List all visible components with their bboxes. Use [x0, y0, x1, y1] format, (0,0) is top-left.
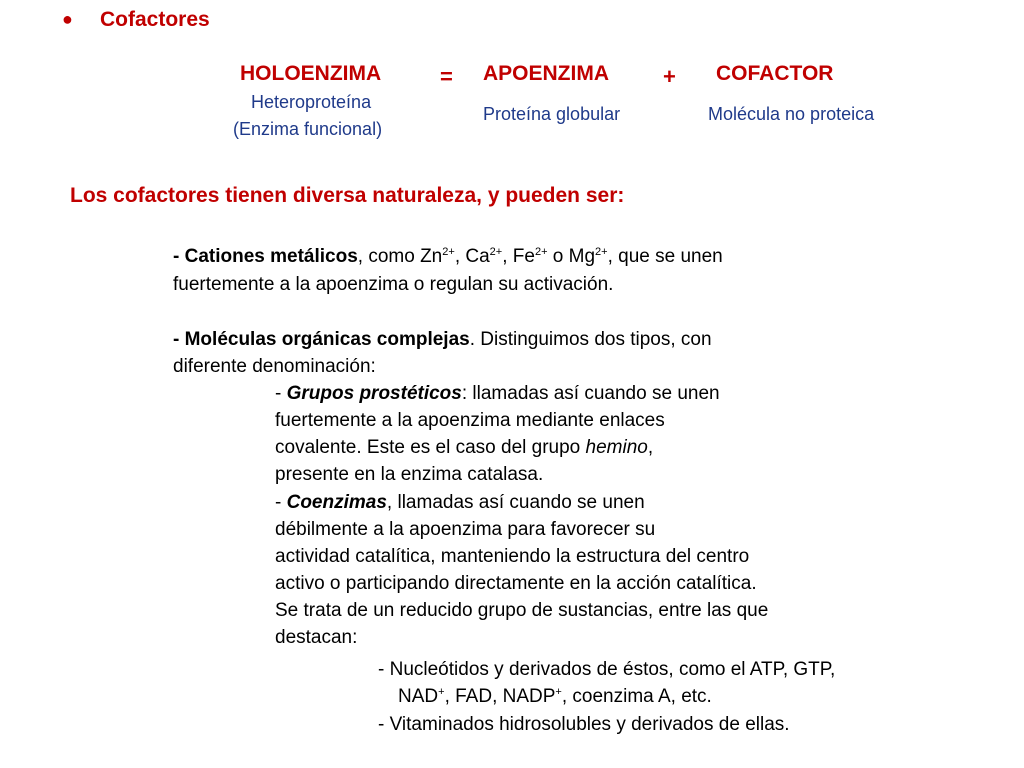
- apoenzima-desc: Proteína globular: [483, 104, 621, 124]
- cationes-line2: fuertemente a la apoenzima o regulan su activación.: [173, 274, 614, 295]
- cationes-sup1: 2+: [442, 246, 455, 258]
- moleculas-label: - Moléculas orgánicas complejas: [173, 329, 470, 350]
- cationes-text3: , Fe: [502, 246, 535, 267]
- holoenzima-term: HOLOENZIMA: [240, 62, 382, 85]
- cofactor-term: COFACTOR: [716, 62, 834, 85]
- nad-text: NAD: [398, 686, 439, 707]
- grupos-label: Grupos prostéticos: [286, 383, 462, 404]
- coenzima-a-text: , coenzima A, etc.: [561, 686, 712, 707]
- apoenzima-term: APOENZIMA: [483, 62, 609, 85]
- coenzimas-line5: Se trata de un reducido grupo de sustancias, entre las que: [275, 600, 769, 621]
- grupos-rest: : llamadas así cuando se unen: [461, 383, 720, 404]
- cationes-text2: , Ca: [454, 246, 490, 267]
- coenzimas-rest: , llamadas así cuando se unen: [386, 492, 645, 513]
- moleculas-line1: [173, 327, 712, 353]
- list-item-nucleotidos-line1: - Nucleótidos y derivados de éstos, como el ATP, GTP,: [378, 659, 836, 680]
- equals-sign: =: [440, 64, 453, 89]
- cationes-sup2: 2+: [489, 246, 503, 258]
- grupos-line2: fuertemente a la apoenzima mediante enlaces: [275, 410, 665, 431]
- grupos-line3-b: ,: [647, 437, 654, 458]
- list-item-vitaminas: - Vitaminados hidrosolubles y derivados de ellas.: [378, 714, 790, 735]
- cationes-text1: , como Zn: [357, 246, 443, 267]
- grupos-line3-a: covalente. Este es el caso del grupo: [275, 437, 586, 458]
- bullet-icon: ●: [62, 9, 73, 29]
- section-heading: Los cofactores tienen diversa naturaleza, y pueden ser:: [70, 184, 625, 207]
- cationes-line1: [173, 244, 723, 270]
- cationes-label: - Cationes metálicos: [173, 246, 358, 267]
- page-title: Cofactores: [100, 8, 210, 31]
- grupos-line1: [275, 381, 720, 407]
- nad-sup: +: [438, 686, 445, 698]
- grupos-hemino: hemino: [585, 437, 648, 458]
- coenzimas-line2: débilmente a la apoenzima para favorecer su: [275, 519, 656, 540]
- coenzimas-label: Coenzimas: [286, 492, 387, 513]
- coenzimas-line1: [275, 490, 645, 516]
- plus-sign: +: [663, 64, 676, 89]
- coenzimas-dash: -: [275, 492, 287, 513]
- cationes-text5: , que se unen: [607, 246, 723, 267]
- coenzimas-line6: destacan:: [275, 627, 358, 648]
- cationes-text4: o Mg: [547, 246, 596, 267]
- nadp-sup: +: [555, 686, 562, 698]
- cationes-sup3: 2+: [534, 246, 548, 258]
- list-item-nucleotidos-line2: [398, 684, 712, 710]
- fad-nadp-text: , FAD, NADP: [444, 686, 556, 707]
- moleculas-rest: . Distinguimos dos tipos, con: [469, 329, 712, 350]
- cofactor-desc: Molécula no proteica: [708, 104, 875, 124]
- holoenzima-desc-line1: Heteroproteína: [251, 92, 372, 112]
- holoenzima-desc-line2: (Enzima funcional): [233, 119, 383, 139]
- grupos-dash: -: [275, 383, 287, 404]
- coenzimas-line4: activo o participando directamente en la acción catalítica.: [275, 573, 757, 594]
- grupos-line4: presente en la enzima catalasa.: [275, 464, 544, 485]
- coenzimas-line3: actividad catalítica, manteniendo la estructura del centro: [275, 546, 750, 567]
- grupos-line3: [275, 435, 653, 461]
- cationes-sup4: 2+: [595, 246, 608, 258]
- moleculas-line2: diferente denominación:: [173, 356, 376, 377]
